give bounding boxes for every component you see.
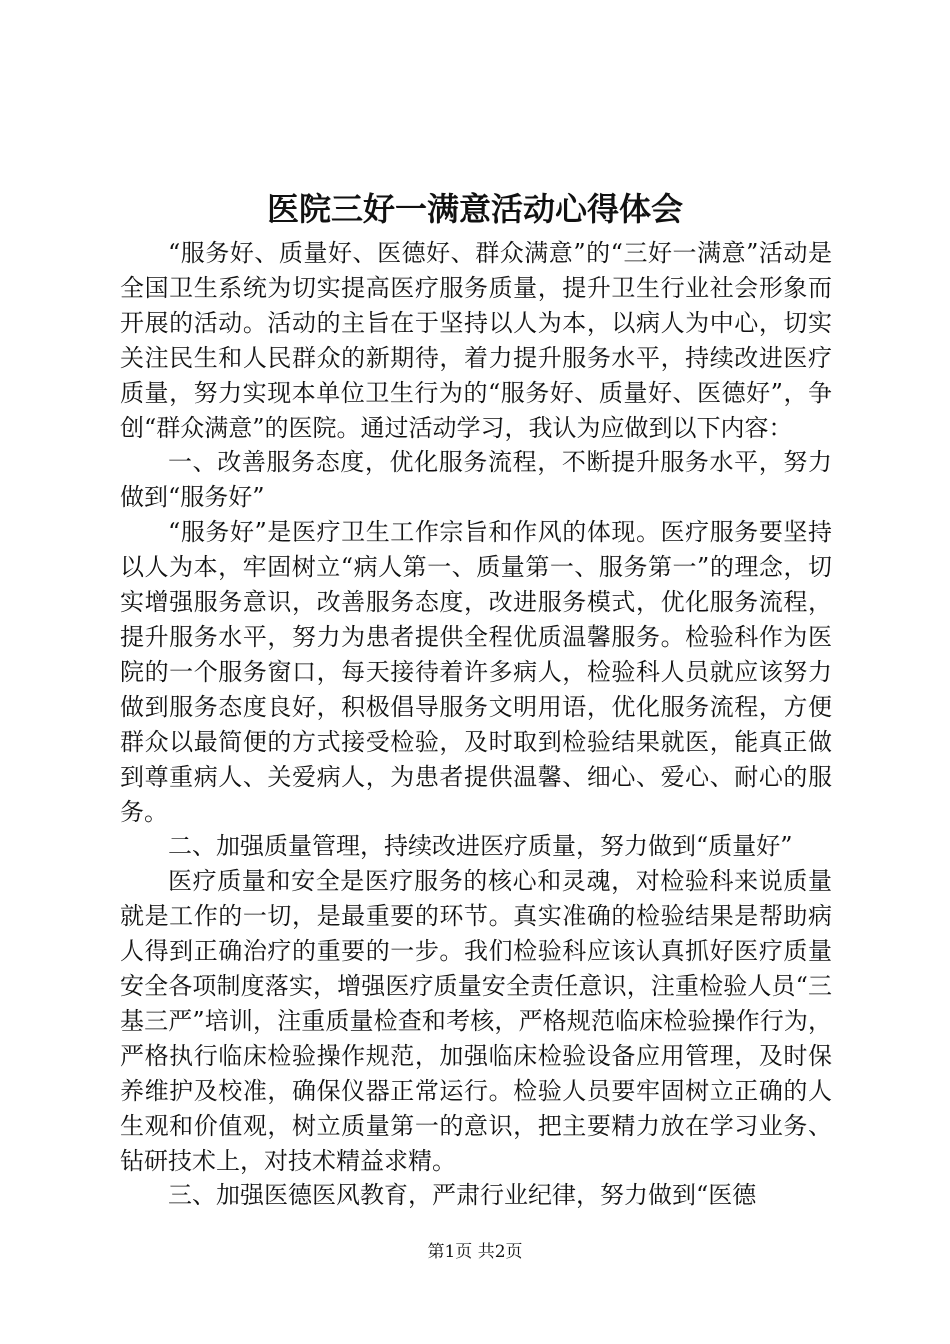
section-heading-1: 一、改善服务态度，优化服务流程，不断提升服务水平，努力做到“服务好” bbox=[120, 448, 832, 512]
paragraph-quality: 医疗质量和安全是医疗服务的核心和灵魂，对检验科来说质量就是工作的一切，是最重要的环节。真实准确的检验结果是帮助病人得到正确治疗的重要的一步。我们检验科应该认真抓好医疗质量安全各项制度落实，增强医疗质量安全责任意识，注重检验人员“三基三严”培训，注重质量检查和考核，严格规范临床检验操作行为，严格执行临床检验操作规范，加强临床检验设备应用管理，及时保养维护及校准，确保仪器正常运行。检验人员要牢固树立正确的人生观和价值观，树立质量第一的意识，把主要精力放在学习业务、钻研技术上，对技术精益求精。 bbox=[120, 867, 832, 1175]
document-title: 医院三好一满意活动心得体会 bbox=[266, 190, 683, 228]
document-body bbox=[120, 236, 832, 1213]
page-footer: 第1页 共2页 bbox=[427, 1242, 523, 1262]
paragraph-service: “服务好”是医疗卫生工作宗旨和作风的体现。医疗服务要坚持以人为本，牢固树立“病人第一、质量第一、服务第一”的理念，切实增强服务意识，改善服务态度，改进服务模式，优化服务流程，提升服务水平，努力为患者提供全程优质温馨服务。检验科作为医院的一个服务窗口，每天接待着许多病人，检验科人员就应该努力做到服务态度良好，积极倡导服务文明用语，优化服务流程，方便群众以最简便的方式接受检验，及时取到检验结果就医，能真正做到尊重病人、关爱病人，为患者提供温馨、细心、爱心、耐心的服务。 bbox=[120, 518, 832, 826]
section-heading-3: 三、加强医德医风教育，严肃行业纪律，努力做到“医德 bbox=[168, 1181, 757, 1210]
section-heading-2: 二、加强质量管理，持续改进医疗质量，努力做到“质量好” bbox=[168, 832, 793, 861]
paragraph-intro: “服务好、质量好、医德好、群众满意”的“三好一满意”活动是全国卫生系统为切实提高医疗服务质量，提升卫生行业社会形象而开展的活动。活动的主旨在于坚持以人为本，以病人为中心，切实关注民生和人民群众的新期待，着力提升服务水平，持续改进医疗质量，努力实现本单位卫生行为的“服务好、质量好、医德好”，争创“群众满意”的医院。通过活动学习，我认为应做到以下内容： bbox=[120, 239, 832, 442]
